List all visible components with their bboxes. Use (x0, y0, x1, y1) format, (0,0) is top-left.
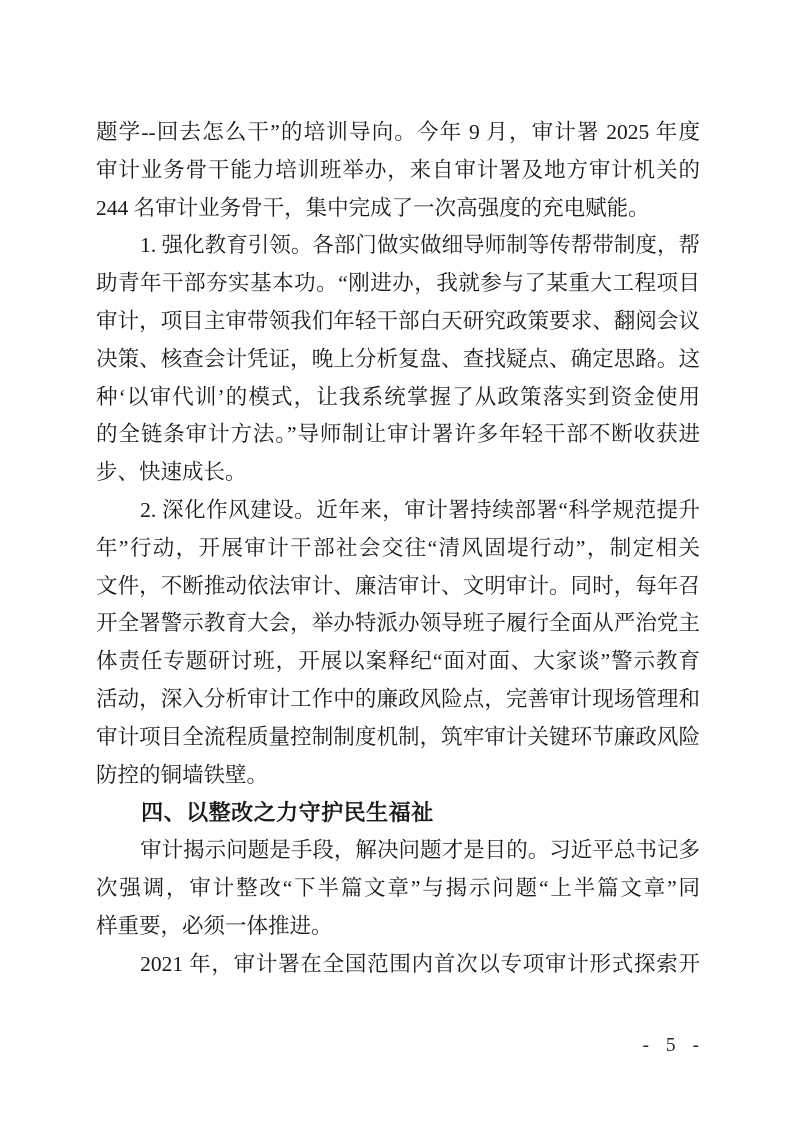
text-line: 次强调，审计整改“下半篇文章”与揭示问题“上半篇文章”同 (96, 875, 700, 900)
section-heading (96, 794, 700, 832)
text-line: 题学--回去怎么干”的培训导向。今年 9 月，审计署 2025 年度 (96, 120, 700, 144)
text-line: 审计业务骨干能力培训班举办，来自审计署及地方审计机关的 (96, 157, 700, 182)
text-line: 样重要，必须一体推进。 (96, 913, 333, 938)
text-line: 审计揭示问题是手段，解决问题才是目的。习近平总书记多 (140, 838, 700, 863)
text-line: 文件，不断推动依法审计、廉洁审计、文明审计。同时，每年召 (96, 573, 700, 598)
text-line: 的全链条审计方法。”导师制让审计署许多年轻干部不断收获进 (96, 422, 700, 447)
paragraph (96, 832, 700, 945)
paragraph (96, 114, 700, 227)
paragraph (96, 946, 700, 984)
text-line: 年”行动，开展审计干部社会交往“清风固堤行动”，制定相关 (96, 535, 700, 560)
text-line: 2. 深化作风建设。近年来，审计署持续部署“科学规范提升 (140, 497, 700, 522)
text-line: 开全署警示教育大会，举办特派办领导班子履行全面从严治党主 (96, 611, 700, 636)
text-line: 防控的铜墙铁壁。 (96, 762, 269, 787)
text-line: 助青年干部夯实基本功。“刚进办，我就参与了某重大工程项目 (96, 271, 700, 296)
text-line: 1. 强化教育引领。各部门做实做细导师制等传帮带制度，帮 (140, 233, 700, 258)
page-number: - 5 - (642, 1035, 705, 1056)
paragraph (96, 227, 700, 492)
text-line: 2021 年，审计署在全国范围内首次以专项审计形式探索开 (140, 951, 700, 976)
text-line: 体责任专题研讨班，开展以案释纪“面对面、大家谈”警示教育 (96, 649, 700, 674)
text-line: 步、快速成长。 (96, 460, 247, 485)
text-line: 审计，项目主审带领我们年轻干部白天研究政策要求、翻阅会议 (96, 308, 700, 333)
text-line: 审计项目全流程质量控制制度机制，筑牢审计关键环节廉政风险 (96, 724, 700, 749)
text-line: 244 名审计业务骨干，集中完成了一次高强度的充电赋能。 (96, 195, 650, 220)
document-body (96, 114, 700, 983)
heading-line: 四、以整改之力守护民生福祉 (141, 800, 434, 826)
text-line: 活动，深入分析审计工作中的廉政风险点，完善审计现场管理和 (96, 686, 700, 711)
paragraph (96, 492, 700, 794)
text-line: 决策、核查会计凭证，晚上分析复盘、查找疑点、确定思路。这 (96, 346, 700, 371)
text-line: 种‘以审代训’的模式，让我系统掌握了从政策落实到资金使用 (96, 384, 700, 409)
